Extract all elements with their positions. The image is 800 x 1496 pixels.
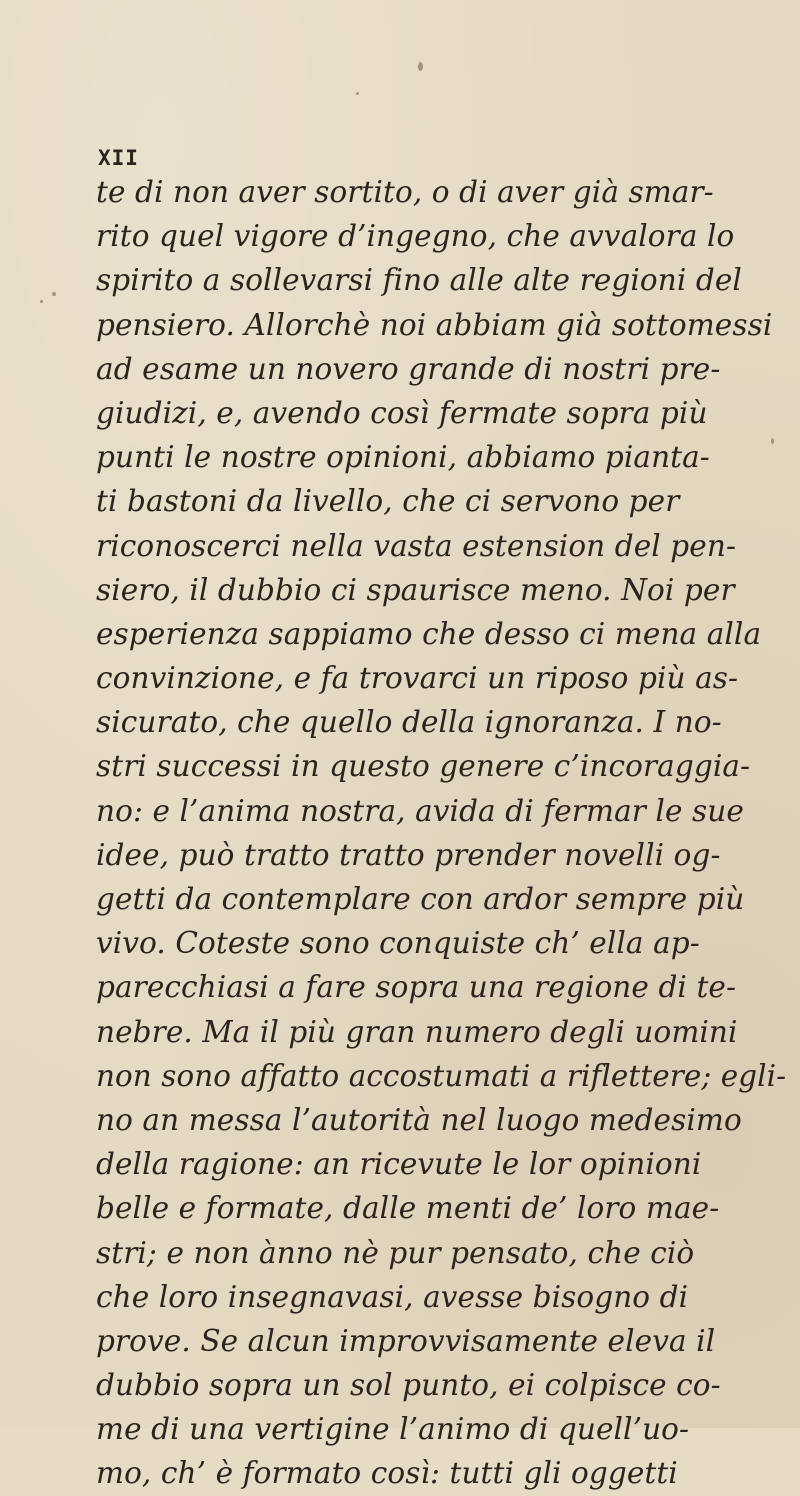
text-line: pensiero. Allorchè noi abbiam già sottomessi — [96, 307, 773, 342]
text-line: convinzione, e fa trovarci un riposo più as- — [96, 661, 739, 696]
paper-speck — [356, 92, 359, 95]
paper-speck — [771, 438, 774, 444]
page-number: XII — [98, 146, 139, 170]
text-line: te di non aver sortito, o di aver già smar- — [96, 175, 714, 209]
text-line: belle e formate, dalle menti de’ loro mae- — [96, 1191, 720, 1226]
text-line: rito quel vigore d’ingegno, che avvalora lo — [96, 219, 735, 254]
text-line: stri; e non ànno nè pur pensato, che ciò — [96, 1235, 695, 1270]
paper-speck — [418, 62, 423, 71]
text-line: non sono affatto accostumati a riflettere; egli- — [96, 1058, 787, 1093]
text-line: riconoscerci nella vasta estension del pen- — [96, 528, 737, 563]
paper-speck — [40, 300, 43, 303]
text-line: no: e l’anima nostra, avida di fermar le sue — [96, 793, 744, 828]
text-line: mo, ch’ è formato così: tutti gli oggetti — [96, 1456, 678, 1491]
text-line: che loro insegnavasi, avesse bisogno di — [96, 1279, 689, 1314]
text-line: ti bastoni da livello, che ci servono per — [96, 484, 680, 519]
text-line: no an messa l’autorità nel luogo medesimo — [96, 1102, 742, 1137]
text-line: idee, può tratto tratto prender novelli og- — [96, 837, 721, 872]
text-line: sicurato, che quello della ignoranza. I no- — [96, 705, 722, 740]
text-line: stri successi in questo genere c’incoraggia- — [96, 749, 751, 784]
text-line: me di una vertigine l’animo di quell’uo- — [96, 1412, 690, 1447]
text-line: esperienza sappiamo che desso ci mena alla — [96, 616, 762, 651]
text-line: nebre. Ma il più gran numero degli uomini — [96, 1014, 738, 1049]
text-line: vivo. Coteste sono conquiste ch’ ella ap- — [96, 926, 700, 961]
text-line: ad esame un novero grande di nostri pre- — [96, 351, 721, 386]
text-line: prove. Se alcun improvvisamente eleva il — [96, 1323, 716, 1358]
paper-speck — [52, 292, 56, 296]
text-line: dubbio sopra un sol punto, ei colpisce co- — [96, 1368, 721, 1403]
text-line: giudizi, e, avendo così fermate sopra più — [96, 395, 708, 430]
text-line: siero, il dubbio ci spaurisce meno. Noi per — [96, 572, 735, 607]
text-line: spirito a sollevarsi fino alle alte regioni del — [96, 263, 742, 298]
text-line: della ragione: an ricevute le lor opinioni — [96, 1147, 702, 1182]
text-line: getti da contemplare con ardor sempre più — [96, 882, 745, 916]
body-text — [96, 170, 786, 1496]
text-line: parecchiasi a fare sopra una regione di te- — [96, 970, 737, 1005]
text-line: punti le nostre opinioni, abbiamo pianta- — [96, 440, 710, 475]
